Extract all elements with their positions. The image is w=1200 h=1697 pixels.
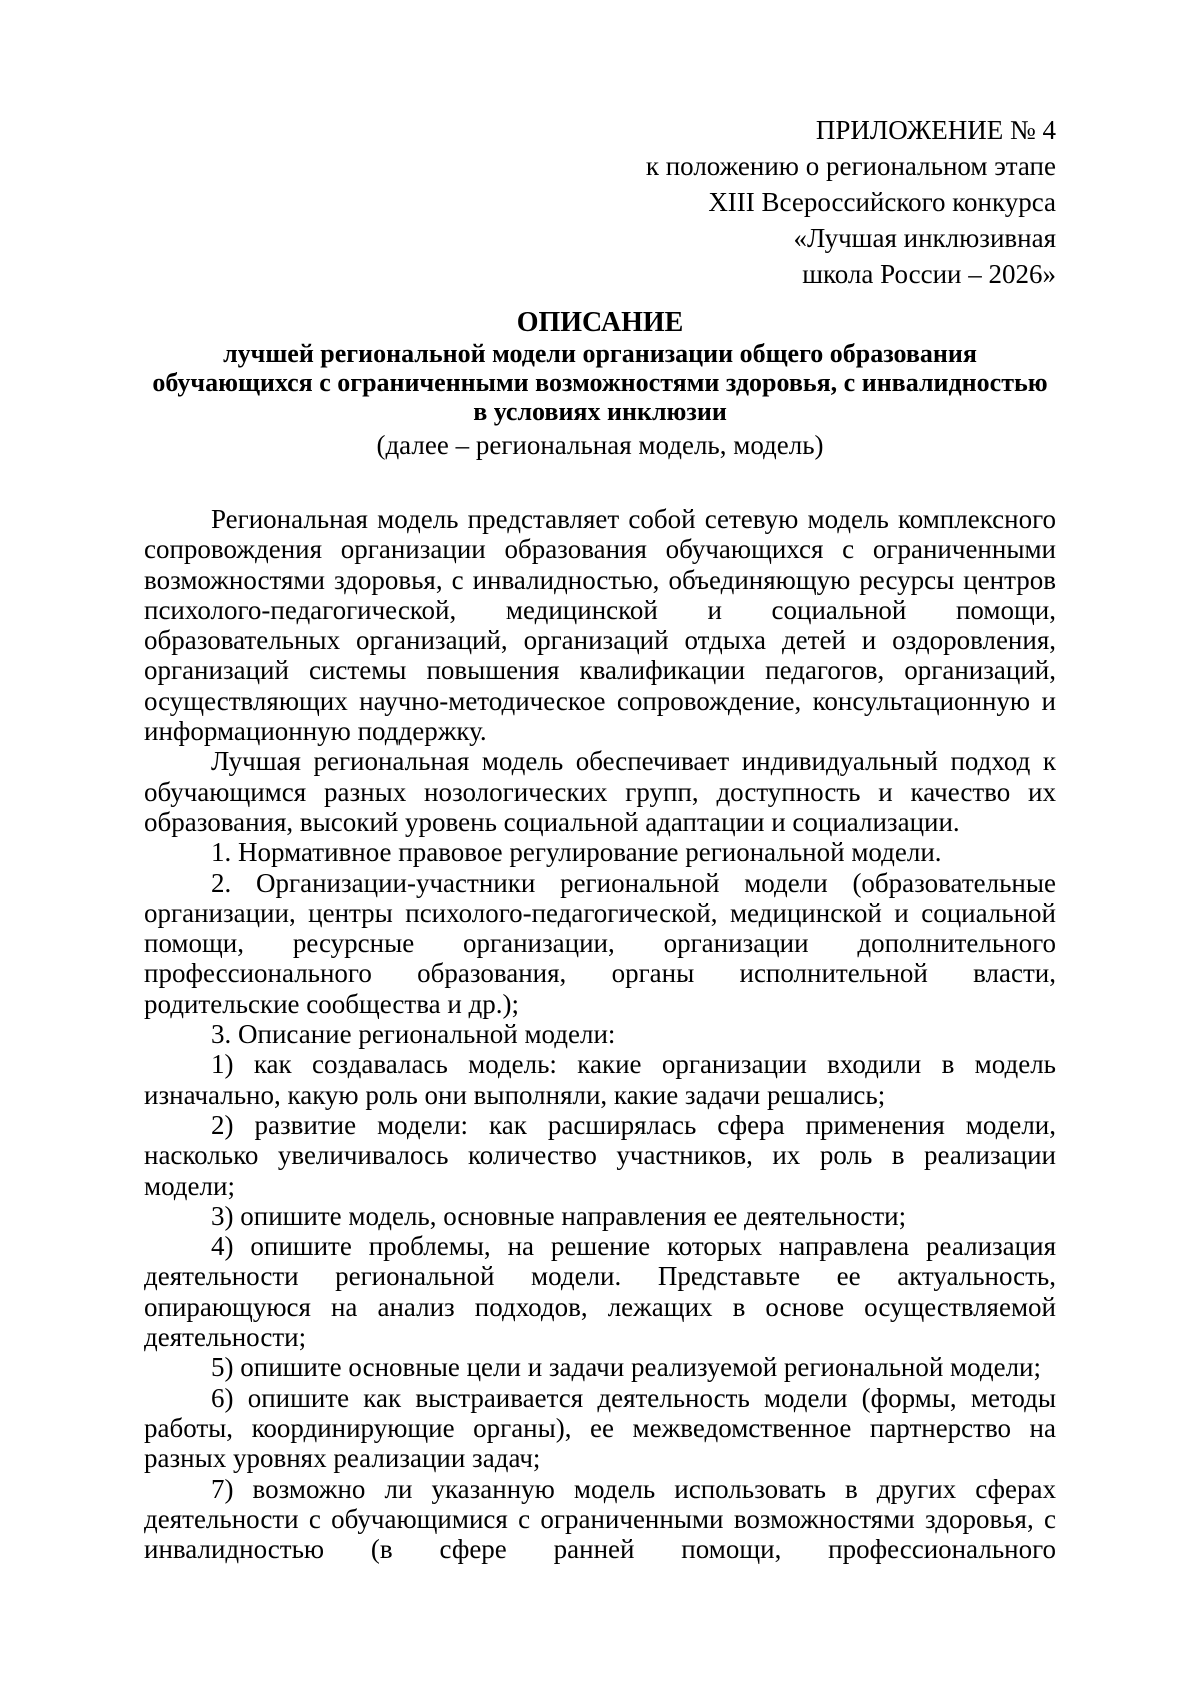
document-subtitle-line: обучающихся с ограниченными возможностями здоровья, с инвалидностью	[152, 368, 1048, 397]
list-item: 1) как создавалась модель: какие организации входили в модель изначально, какую роль они выполняли, какие задачи решались;	[144, 1049, 1056, 1110]
document-subtitle-line: в условиях инклюзии	[473, 397, 727, 426]
document-title-block	[144, 306, 1056, 462]
appendix-line: «Лучшая инклюзивная	[793, 223, 1056, 253]
body-paragraph: Региональная модель представляет собой сетевую модель комплексного сопровождения организации образования обучающихся с ограниченными возможностями здоровья, с инвалидностью, объединяющую ресурсы центров психолого-педагогической, медицинской и социальной помощи, образовательных организаций, организаций отдыха детей и оздоровления, организаций системы повышения квалификации педагогов, организаций, осуществляющих научно-методическое сопровождение, консультационную и информационную поддержку.	[144, 504, 1056, 747]
list-item: 6) опишите как выстраивается деятельность модели (формы, методы работы, координирующие органы), ее межведомственное партнерство на разных уровнях реализации задач;	[144, 1382, 1056, 1474]
appendix-header	[646, 112, 1056, 292]
list-item: 3) опишите модель, основные направления ее деятельности;	[211, 1200, 907, 1231]
appendix-line: к положению о региональном этапе	[645, 151, 1056, 181]
list-item: 4) опишите проблемы, на решение которых направлена реализация деятельности региональной модели. Представьте ее актуальность, опирающуюся на анализ подходов, лежащих в основе осуществляемой деятельности;	[144, 1231, 1056, 1353]
list-item: 2) развитие модели: как расширялась сфера применения модели, насколько увеличивалось количество участников, их роль в реализации модели;	[144, 1109, 1056, 1201]
appendix-number: ПРИЛОЖЕНИЕ № 4	[815, 115, 1056, 145]
body-paragraph: 1. Нормативное правовое регулирование региональной модели.	[211, 837, 942, 868]
body-paragraph: Лучшая региональная модель обеспечивает индивидуальный подход к обучающимся разных нозологических групп, доступность и качество их образования, высокий уровень социальной адаптации и социализации.	[144, 746, 1056, 837]
list-item: 5) опишите основные цели и задачи реализуемой региональной модели;	[211, 1352, 1041, 1383]
body-paragraph: 3. Описание региональной модели:	[211, 1019, 616, 1050]
appendix-line: школа России – 2026»	[802, 259, 1056, 289]
document-title: ОПИСАНИЕ	[516, 307, 684, 338]
document-title-note: (далее – региональная модель, модель)	[376, 430, 824, 460]
document-body	[144, 504, 1056, 1564]
appendix-line: XIII Всероссийского конкурса	[708, 187, 1056, 217]
body-paragraph: 2. Организации-участники региональной модели (образовательные организации, центры психолого-педагогической, медицинской и социальной помощи, ресурсные организации, организации дополнительного профессионального образования, органы исполнительной власти, родительские сообщества и др.);	[144, 867, 1056, 1019]
document-subtitle-line: лучшей региональной модели организации общего образования	[223, 339, 977, 368]
list-item: 7) возможно ли указанную модель использовать в других сферах деятельности с обучающимися с ограниченными возможностями здоровья, с инвалидностью (в сфере ранней помощи, профессионального	[144, 1473, 1056, 1565]
